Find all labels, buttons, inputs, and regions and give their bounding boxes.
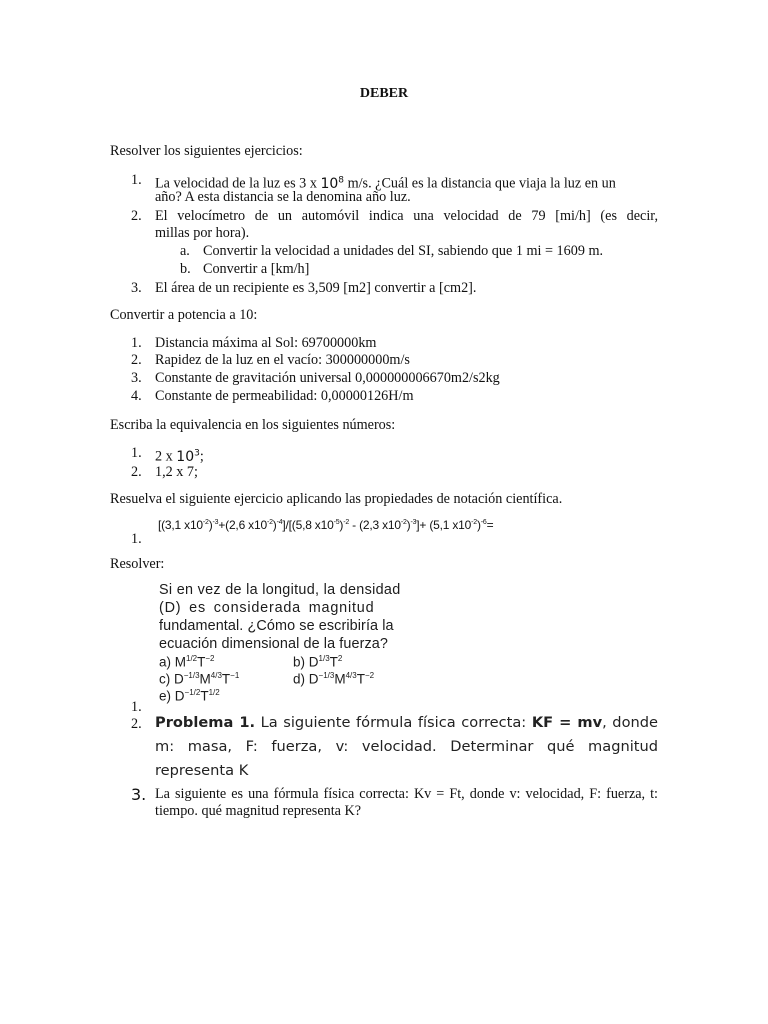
list-item: Constante de gravitación universal 0,000000006670m2/s2kg xyxy=(155,370,500,386)
list-number: 2. xyxy=(131,208,142,224)
list-item: Rapidez de la luz en el vacío: 300000000m/s xyxy=(155,352,410,368)
figure-option-a: a) $M^{1/2}T^{-2}$ xyxy=(159,654,215,670)
problema-1-text: Problema 1. La siguiente fórmula física correcta: KF = mv, donde m: masa, F: fuerza, v: velocidad. Determinar qué magnitud representa K xyxy=(155,714,658,779)
exercise-2-line1: El velocímetro de un automóvil indica una velocidad de 79 [mi/h] (es decir, xyxy=(155,208,658,224)
figure-option-b: b) $D^{1/3}T^2$ xyxy=(293,654,343,670)
list-number: 3. xyxy=(131,280,142,296)
figure-option-c: c) $D^{-1/3}M^{4/3}T^{-1}$ xyxy=(159,671,240,687)
exercise-1-line2: año? A esta distancia se la denomina año luz. xyxy=(155,189,411,205)
figure-line: ecuación dimensional de la fuerza? xyxy=(159,636,388,652)
list-number: 1. xyxy=(131,335,142,351)
exercise-2-line2: millas por hora). xyxy=(155,225,250,241)
page-title: DEBER xyxy=(359,86,409,101)
sub-letter-a: a. xyxy=(180,243,190,259)
list-number: 3. xyxy=(131,370,142,386)
figure-option-e: e) $D^{-1/2}T^{1/2}$ xyxy=(159,688,220,704)
list-number: 2. xyxy=(131,464,142,480)
list-item: 2 x $10^3$; xyxy=(155,448,204,465)
figure-line: fundamental. ¿Cómo se escribiría la xyxy=(159,618,394,634)
section-heading: Resolver: xyxy=(110,556,165,572)
list-item: Distancia máxima al Sol: 69700000km xyxy=(155,335,377,351)
exercise-3-text: El área de un recipiente es 3,509 [m2] convertir a [cm2]. xyxy=(155,280,477,296)
list-number: 2. xyxy=(131,352,142,368)
intro-text: Resolver los siguientes ejercicios: xyxy=(110,143,303,159)
section-heading: Escriba la equivalencia en los siguientes números: xyxy=(110,417,396,433)
exercise-last-text: La siguiente es una fórmula física correcta: Kv = Ft, donde v: velocidad, F: fuerza, t: tiempo. qué magnitud representa K? xyxy=(155,786,658,819)
sub-letter-b: b. xyxy=(180,261,191,277)
scientific-notation-equation: [(3,1 $x10^{-2})^{-3}+(2,6$ $x10^{-2})^{-4}]/[(5,8$ $x10^{-5})^{-2} - (2,3$ $x10^{-2})^{-3}]+ (5,1$ $x10^{-2})^{-6}=$ xyxy=(158,518,494,532)
list-item: 1,2 x 7; xyxy=(155,464,198,480)
list-number: 1. xyxy=(131,172,142,188)
exercise-2b-text: Convertir a [km/h] xyxy=(203,261,310,277)
list-number: 2. xyxy=(131,716,142,732)
figure-option-d: d) $D^{-1/3}M^{4/3}T^{-2}$ xyxy=(293,671,375,687)
section-heading: Convertir a potencia a 10: xyxy=(110,307,258,323)
list-number: 1. xyxy=(131,699,142,715)
list-number: 1. xyxy=(131,445,142,461)
problem-figure xyxy=(157,580,401,706)
exercise-2a-text: Convertir la velocidad a unidades del SI, sabiendo que 1 mi = 1609 m. xyxy=(203,243,604,259)
exercise-1-text: La velocidad de la luz es 3 x $10^8$ m/s. ¿Cuál es la distancia que viaja la luz en un xyxy=(155,175,616,192)
list-number: 4. xyxy=(131,388,142,404)
list-number: 3. xyxy=(131,785,147,804)
figure-line: Si en vez de la longitud, la densidad xyxy=(159,582,401,598)
section-heading: Resuelva el siguiente ejercicio aplicando las propiedades de notación científica. xyxy=(110,491,563,507)
list-number: 1. xyxy=(131,531,142,547)
list-item: Constante de permeabilidad: 0,00000126H/m xyxy=(155,388,414,404)
figure-line: (D) es considerada magnitud xyxy=(159,600,375,616)
